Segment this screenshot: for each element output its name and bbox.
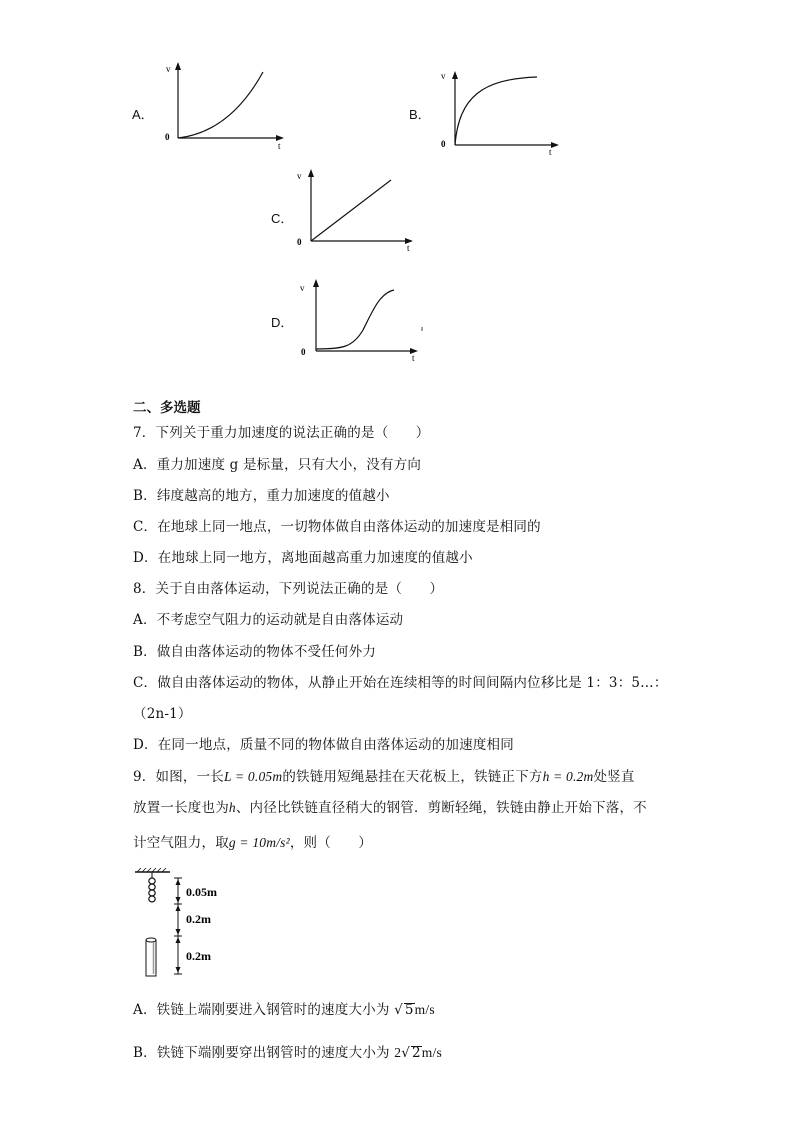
graph-b-origin: 0 xyxy=(441,139,446,149)
chain xyxy=(149,878,155,902)
q8-option-c-line1: C．做自由落体运动的物体，从静止开始在连续相等的时间间隔内位移比是 1：3：5…： xyxy=(133,675,668,691)
graph-d-x-label: t xyxy=(412,353,415,363)
q9-option-b-text: B．铁链下端刚要穿出钢管时的速度大小为 xyxy=(133,1045,390,1061)
chain-tube-diagram xyxy=(130,868,240,984)
q9-gravity: g = 10m/s² xyxy=(228,835,290,850)
graph-a-x-label: t xyxy=(278,141,281,150)
q9-option-b-radicand: 2 xyxy=(412,1045,421,1061)
q9-height-h: h = 0.2m xyxy=(542,769,594,784)
q9-length-l: L = 0.05m xyxy=(224,769,283,784)
q8-option-a: A．不考虑空气阻力的运动就是自由落体运动 xyxy=(133,612,404,628)
dim-label-gap: 0.2m xyxy=(186,912,211,926)
graph-a-origin: 0 xyxy=(165,132,170,142)
q9-option-a-text: A．铁链上端刚要进入钢管时的速度大小为 xyxy=(133,1002,390,1018)
q9-text: 放置一长度也为 xyxy=(133,800,229,816)
q9-text: 处竖直 xyxy=(593,769,635,785)
dim-label-chain: 0.05m xyxy=(186,885,217,899)
q9-text: 的铁链用短绳悬挂在天花板上，铁链正下方 xyxy=(282,769,543,785)
graph-c-x-label: t xyxy=(407,243,410,253)
q7-option-d: D．在地球上同一地方，离地面越高重力加速度的值越小 xyxy=(133,550,473,566)
graph-d xyxy=(298,275,433,365)
q9-stem-line2 xyxy=(133,796,647,816)
q7-option-c: C．在地球上同一地点，一切物体做自由落体运动的加速度是相同的 xyxy=(133,519,541,535)
q9-option-a xyxy=(133,998,435,1018)
graph-c xyxy=(293,165,428,255)
option-c-label: C． xyxy=(271,211,294,226)
dimension-line xyxy=(174,878,182,974)
q7-option-b: B．纬度越高的地方，重力加速度的值越小 xyxy=(133,488,390,504)
graph-d-origin: 0 xyxy=(301,347,306,357)
q9-text: 、内径比铁链直径稍大的钢管．剪断轻绳，铁链由静止开始下落，不 xyxy=(235,800,647,816)
q9-option-b-coefficient: 2 xyxy=(394,1045,402,1060)
sqrt-symbol: √ xyxy=(401,1045,410,1061)
q9-text: ，则（ ） xyxy=(289,835,373,851)
option-a-label: A． xyxy=(132,107,154,122)
q9-stem-line3 xyxy=(133,831,372,851)
q8-stem: 8．关于自由落体运动，下列说法正确的是（ ） xyxy=(133,581,444,597)
q8-option-c-line2: （2n-1） xyxy=(133,706,192,722)
q8-option-b: B．做自由落体运动的物体不受任何外力 xyxy=(133,644,377,660)
graph-a xyxy=(160,60,295,150)
q9-option-b-unit: m/s xyxy=(421,1045,442,1060)
graph-b-y-label: v xyxy=(441,71,446,81)
q8-option-d: D．在同一地点，质量不同的物体做自由落体运动的加速度相同 xyxy=(133,737,514,753)
option-d-label: D． xyxy=(271,315,294,330)
option-b-label: B． xyxy=(409,107,431,122)
graph-c-origin: 0 xyxy=(297,237,302,247)
graph-a-y-label: v xyxy=(166,64,171,74)
graph-d-y-label: v xyxy=(300,283,305,293)
q9-h-symbol: h xyxy=(228,800,236,815)
q9-option-a-radicand: 5 xyxy=(404,1002,414,1018)
graph-b xyxy=(437,67,572,157)
q9-option-a-unit: m/s xyxy=(414,1002,435,1017)
q9-option-b xyxy=(133,1041,442,1061)
section-title: 二、多选题 xyxy=(133,400,201,416)
sqrt-symbol: √ xyxy=(394,1002,403,1018)
graph-b-x-label: t xyxy=(549,147,552,157)
q9-stem-line1 xyxy=(133,765,635,785)
q7-option-a: A．重力加速度 g 是标量，只有大小，没有方向 xyxy=(133,457,422,473)
dim-label-tube: 0.2m xyxy=(186,949,211,963)
steel-tube xyxy=(146,938,156,976)
q7-stem: 7．下列关于重力加速度的说法正确的是（ ） xyxy=(133,425,430,441)
graph-c-y-label: v xyxy=(297,171,302,181)
q9-text: 计空气阻力，取 xyxy=(133,835,229,851)
q9-text: 9．如图，一长 xyxy=(133,769,224,785)
